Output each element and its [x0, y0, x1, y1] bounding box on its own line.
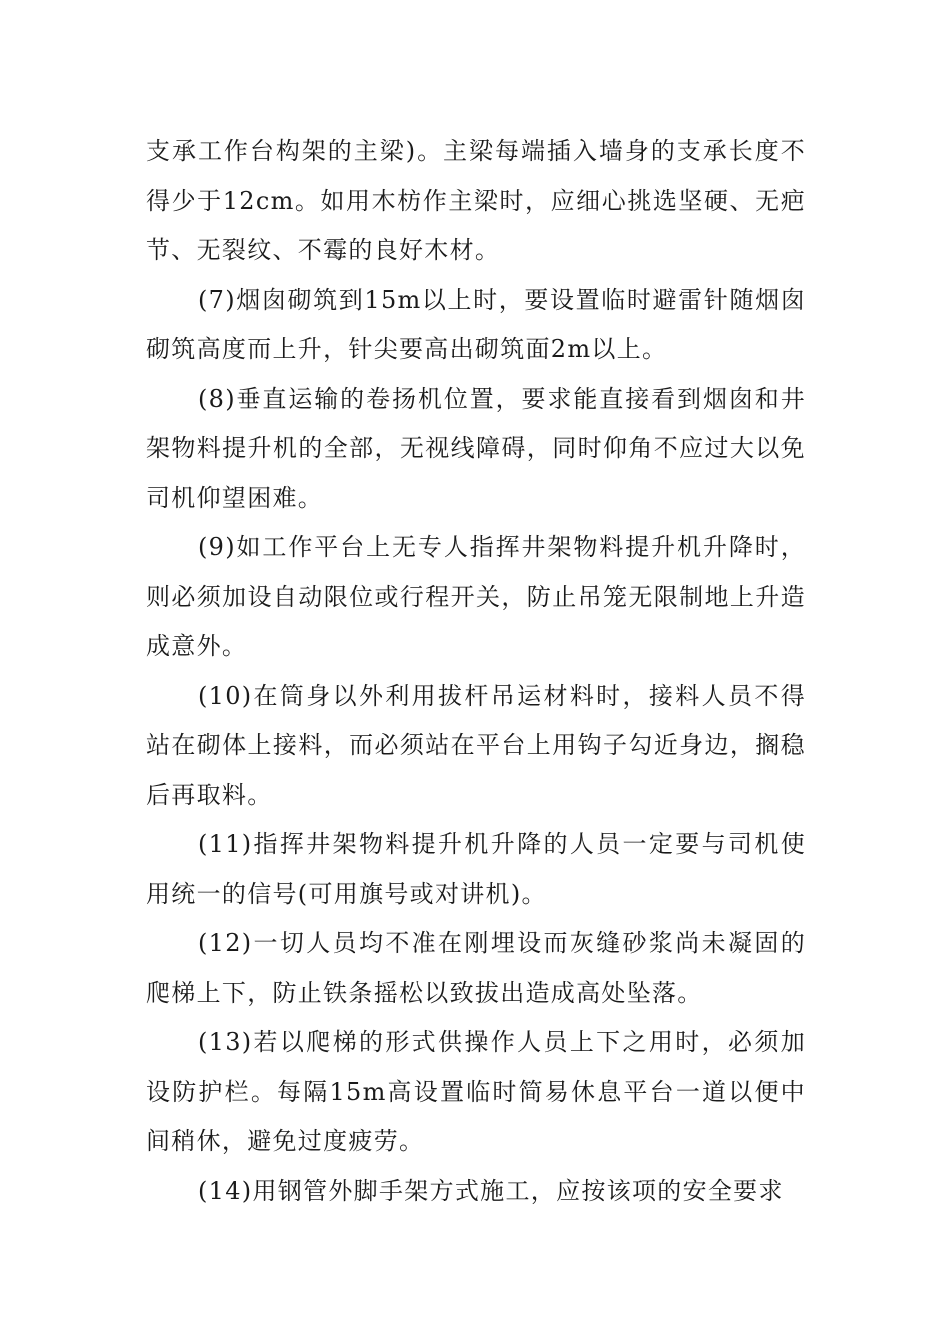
paragraph-main-beam: 支承工作台构架的主梁)。主梁每端插入墙身的支承长度不得少于12cm。如用木枋作主梁时，应细心挑选坚硬、无疤节、无裂纹、不霉的良好木材。 — [146, 137, 806, 264]
paragraph-item-9: (9)如工作平台上无专人指挥井架物料提升机升降时，则必须加设自动限位或行程开关，防止吊笼无限制地上升造成意外。 — [146, 533, 806, 660]
paragraph-item-12: (12)一切人员均不准在刚埋设而灰缝砂浆尚未凝固的爬梯上下，防止铁条摇松以致拔出造成高处坠落。 — [146, 929, 806, 1007]
paragraph-item-8: (8)垂直运输的卷扬机位置，要求能直接看到烟囱和井架物料提升机的全部，无视线障碍，同时仰角不应过大以免司机仰望困难。 — [146, 384, 806, 512]
paragraph-item-11: (11)指挥井架物料提升机升降的人员一定要与司机使用统一的信号(可用旗号或对讲机)。 — [146, 830, 806, 908]
paragraph-item-7: (7)烟囱砌筑到15m以上时，要设置临时避雷针随烟囱砌筑高度而上升，针尖要高出砌筑面2m以上。 — [146, 285, 806, 363]
paragraph-item-13: (13)若以爬梯的形式供操作人员上下之用时，必须加设防护栏。每隔15m高设置临时简易休息平台一道以便中间稍休，避免过度疲劳。 — [146, 1028, 806, 1155]
paragraph-item-14: (14)用钢管外脚手架方式施工，应按该项的安全要求 — [198, 1176, 784, 1205]
paragraph-item-10: (10)在筒身以外利用拔杆吊运材料时，接料人员不得站在砌体上接料，而必须站在平台上用钩子勾近身边，搁稳后再取料。 — [146, 681, 806, 809]
document-page — [146, 127, 806, 1216]
